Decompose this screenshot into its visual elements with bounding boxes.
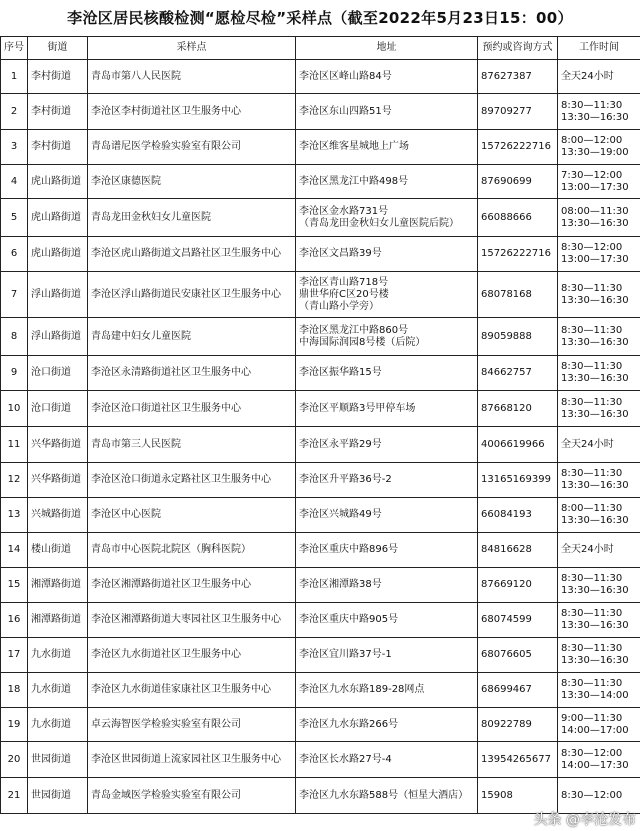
cell-hours: 全天24小时 — [558, 60, 640, 94]
cell-street: 兴华路街道 — [28, 427, 88, 463]
cell-hours: 8:30—12:00 14:00—17:30 — [558, 742, 640, 778]
table-body — [1, 60, 640, 814]
cell-hours: 8:30—11:30 13:30—16:30 — [558, 318, 640, 356]
cell-street: 虎山路街道 — [28, 165, 88, 199]
cell-site: 卓云海智医学检验实验室有限公司 — [88, 708, 296, 742]
cell-hours: 8:00—11:30 13:30—16:30 — [558, 498, 640, 533]
cell-address: 李沧区黑龙江中路498号 — [296, 165, 478, 199]
watermark: 头条 @李沧发布 — [533, 812, 636, 828]
cell-street: 虎山路街道 — [28, 237, 88, 272]
cell-address: 李沧区重庆中路905号 — [296, 603, 478, 638]
cell-index: 21 — [1, 778, 28, 814]
col-header-site: 采样点 — [88, 37, 296, 60]
cell-contact: 4006619966 — [478, 427, 558, 463]
cell-address: 李沧区黑龙江中路860号 中海国际润园8号楼（后院） — [296, 318, 478, 356]
cell-index: 11 — [1, 427, 28, 463]
cell-contact: 84816628 — [478, 533, 558, 568]
cell-index: 7 — [1, 272, 28, 318]
table-row — [1, 638, 640, 673]
cell-street: 虎山路街道 — [28, 199, 88, 237]
cell-address: 李沧区区峰山路84号 — [296, 60, 478, 94]
cell-address: 李沧区九水东路266号 — [296, 708, 478, 742]
cell-hours: 08:00—11:30 13:30—16:30 — [558, 199, 640, 237]
cell-hours: 8:30—11:30 13:30—16:30 — [558, 356, 640, 391]
sampling-sites-table — [0, 36, 640, 814]
cell-site: 青岛市中心医院北院区（胸科医院） — [88, 533, 296, 568]
cell-index: 15 — [1, 568, 28, 603]
cell-index: 1 — [1, 60, 28, 94]
cell-street: 沧口街道 — [28, 356, 88, 391]
cell-address: 李沧区文昌路39号 — [296, 237, 478, 272]
cell-street: 李村街道 — [28, 60, 88, 94]
col-header-street: 街道 — [28, 37, 88, 60]
col-header-index: 序号 — [1, 37, 28, 60]
table-row — [1, 463, 640, 498]
cell-contact: 15726222716 — [478, 130, 558, 165]
cell-address: 李沧区金水路731号 （青岛龙田金秋妇女儿童医院后院） — [296, 199, 478, 237]
cell-site: 李沧区沧口街道永定路社区卫生服务中心 — [88, 463, 296, 498]
cell-address: 李沧区九水东路189-28网点 — [296, 673, 478, 708]
cell-index: 20 — [1, 742, 28, 778]
cell-site: 青岛市第八人民医院 — [88, 60, 296, 94]
cell-hours: 8:30—11:30 13:30—16:30 — [558, 568, 640, 603]
cell-index: 8 — [1, 318, 28, 356]
cell-index: 14 — [1, 533, 28, 568]
table-row — [1, 356, 640, 391]
cell-site: 青岛建中妇女儿童医院 — [88, 318, 296, 356]
cell-hours: 7:30—12:00 13:00—17:30 — [558, 165, 640, 199]
cell-site: 李沧区世园街道上流家园社区卫生服务中心 — [88, 742, 296, 778]
table-row — [1, 498, 640, 533]
cell-contact: 87669120 — [478, 568, 558, 603]
table-row — [1, 742, 640, 778]
cell-address: 李沧区永平路29号 — [296, 427, 478, 463]
cell-index: 17 — [1, 638, 28, 673]
cell-site: 李沧区湘潭路街道社区卫生服务中心 — [88, 568, 296, 603]
cell-hours: 8:30—11:30 13:30—16:30 — [558, 603, 640, 638]
cell-hours: 8:30—11:30 13:30—16:30 — [558, 638, 640, 673]
table-row — [1, 94, 640, 130]
cell-site: 李沧区九水街道社区卫生服务中心 — [88, 638, 296, 673]
cell-site: 李沧区沧口街道社区卫生服务中心 — [88, 391, 296, 427]
cell-index: 16 — [1, 603, 28, 638]
cell-site: 李沧区九水街道佳家康社区卫生服务中心 — [88, 673, 296, 708]
table-row — [1, 673, 640, 708]
cell-street: 世园街道 — [28, 778, 88, 814]
page-title: 李沧区居民核酸检测“愿检尽检”采样点（截至2022年5月23日15：00） — [67, 9, 573, 27]
cell-site: 李沧区李村街道社区卫生服务中心 — [88, 94, 296, 130]
cell-index: 18 — [1, 673, 28, 708]
cell-street: 兴城路街道 — [28, 498, 88, 533]
cell-hours: 8:30—11:30 13:30—16:30 — [558, 272, 640, 318]
cell-site: 青岛金域医学检验实验室有限公司 — [88, 778, 296, 814]
cell-index: 12 — [1, 463, 28, 498]
cell-address: 李沧区平顺路3号甲停车场 — [296, 391, 478, 427]
table-row — [1, 237, 640, 272]
cell-address: 李沧区湘潭路38号 — [296, 568, 478, 603]
cell-street: 九水街道 — [28, 708, 88, 742]
table-row — [1, 603, 640, 638]
cell-street: 世园街道 — [28, 742, 88, 778]
cell-hours: 全天24小时 — [558, 427, 640, 463]
cell-address: 李沧区升平路36号-2 — [296, 463, 478, 498]
table-row — [1, 568, 640, 603]
cell-address: 李沧区兴城路49号 — [296, 498, 478, 533]
cell-hours: 8:30—11:30 13:30—14:00 — [558, 673, 640, 708]
cell-site: 李沧区浮山路街道民安康社区卫生服务中心 — [88, 272, 296, 318]
cell-contact: 15908 — [478, 778, 558, 814]
cell-contact: 68076605 — [478, 638, 558, 673]
table-row — [1, 272, 640, 318]
col-header-hours: 工作时间 — [558, 37, 640, 60]
cell-contact: 84662757 — [478, 356, 558, 391]
cell-street: 楼山街道 — [28, 533, 88, 568]
cell-address: 李沧区振华路15号 — [296, 356, 478, 391]
cell-address: 李沧区维客星城地上广场 — [296, 130, 478, 165]
cell-contact: 13165169399 — [478, 463, 558, 498]
cell-site: 李沧区永清路街道社区卫生服务中心 — [88, 356, 296, 391]
cell-address: 李沧区九水东路588号（恒星大酒店） — [296, 778, 478, 814]
cell-contact: 87668120 — [478, 391, 558, 427]
cell-hours: 8:30—11:30 13:30—16:30 — [558, 463, 640, 498]
col-header-address: 地址 — [296, 37, 478, 60]
cell-index: 2 — [1, 94, 28, 130]
cell-site: 青岛市第三人民医院 — [88, 427, 296, 463]
cell-hours: 全天24小时 — [558, 533, 640, 568]
cell-contact: 89709277 — [478, 94, 558, 130]
cell-site: 李沧区康德医院 — [88, 165, 296, 199]
cell-street: 浮山路街道 — [28, 318, 88, 356]
cell-contact: 66084193 — [478, 498, 558, 533]
table-row — [1, 708, 640, 742]
cell-address: 李沧区宜川路37号-1 — [296, 638, 478, 673]
cell-street: 湘潭路街道 — [28, 568, 88, 603]
cell-contact: 66088666 — [478, 199, 558, 237]
cell-hours: 8:30—11:30 13:30—16:30 — [558, 391, 640, 427]
cell-street: 沧口街道 — [28, 391, 88, 427]
cell-site: 李沧区中心医院 — [88, 498, 296, 533]
cell-index: 19 — [1, 708, 28, 742]
cell-hours: 8:30—12:00 13:00—17:30 — [558, 237, 640, 272]
cell-site: 李沧区虎山路街道文昌路社区卫生服务中心 — [88, 237, 296, 272]
cell-street: 九水街道 — [28, 673, 88, 708]
table-row — [1, 130, 640, 165]
cell-contact: 68078168 — [478, 272, 558, 318]
cell-street: 湘潭路街道 — [28, 603, 88, 638]
table-row — [1, 391, 640, 427]
cell-address: 李沧区重庆中路896号 — [296, 533, 478, 568]
cell-index: 3 — [1, 130, 28, 165]
cell-contact: 13954265677 — [478, 742, 558, 778]
cell-contact: 68074599 — [478, 603, 558, 638]
cell-street: 浮山路街道 — [28, 272, 88, 318]
table-row — [1, 533, 640, 568]
cell-index: 5 — [1, 199, 28, 237]
cell-contact: 87690699 — [478, 165, 558, 199]
cell-contact: 87627387 — [478, 60, 558, 94]
table-row — [1, 318, 640, 356]
cell-hours: 9:00—11:30 14:00—17:00 — [558, 708, 640, 742]
table-header-row — [1, 37, 640, 60]
table-row — [1, 427, 640, 463]
cell-street: 李村街道 — [28, 130, 88, 165]
cell-street: 李村街道 — [28, 94, 88, 130]
table-row — [1, 165, 640, 199]
cell-address: 李沧区东山四路51号 — [296, 94, 478, 130]
cell-street: 九水街道 — [28, 638, 88, 673]
cell-site: 李沧区湘潭路街道大枣园社区卫生服务中心 — [88, 603, 296, 638]
cell-index: 4 — [1, 165, 28, 199]
cell-hours: 8:30—12:00 — [558, 778, 640, 814]
table-row — [1, 60, 640, 94]
cell-index: 13 — [1, 498, 28, 533]
cell-address: 李沧区青山路718号 鼎世华府C区20号楼 （青山路小学旁） — [296, 272, 478, 318]
cell-contact: 80922789 — [478, 708, 558, 742]
cell-site: 青岛龙田金秋妇女儿童医院 — [88, 199, 296, 237]
cell-contact: 89059888 — [478, 318, 558, 356]
cell-index: 6 — [1, 237, 28, 272]
cell-hours: 8:00—12:00 13:30—19:00 — [558, 130, 640, 165]
cell-street: 兴华路街道 — [28, 463, 88, 498]
cell-hours: 8:30—11:30 13:30—16:30 — [558, 94, 640, 130]
col-header-contact: 预约或咨询方式 — [478, 37, 558, 60]
table-row — [1, 199, 640, 237]
cell-site: 青岛谱尼医学检验实验室有限公司 — [88, 130, 296, 165]
cell-contact: 15726222716 — [478, 237, 558, 272]
cell-contact: 68699467 — [478, 673, 558, 708]
cell-index: 10 — [1, 391, 28, 427]
cell-address: 李沧区长水路27号-4 — [296, 742, 478, 778]
cell-index: 9 — [1, 356, 28, 391]
